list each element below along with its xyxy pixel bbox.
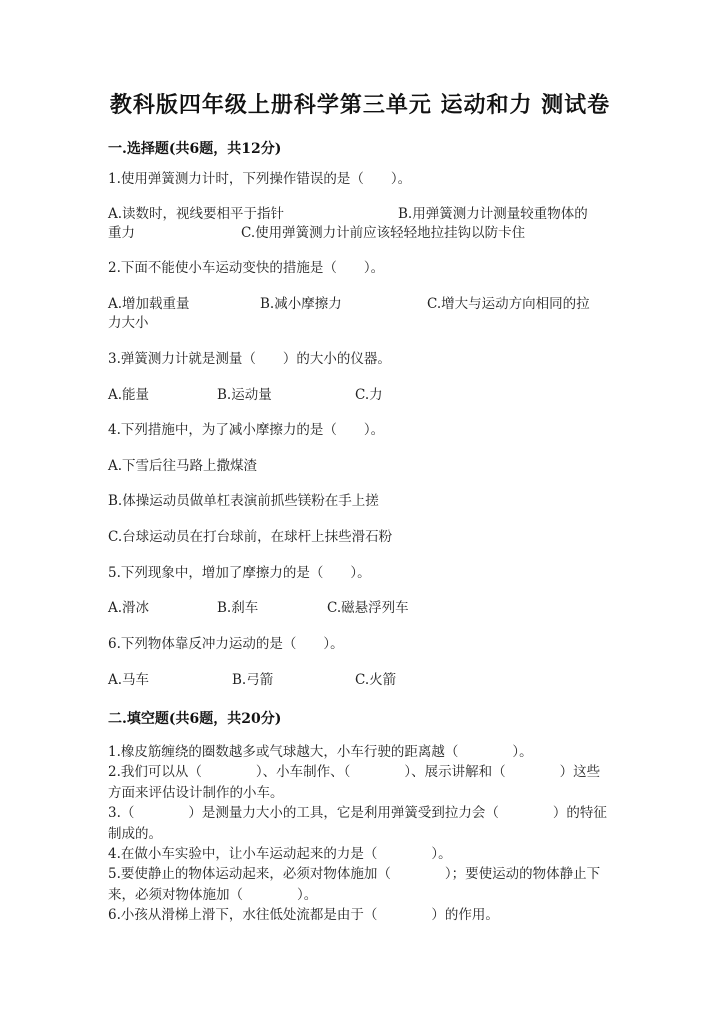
fill-blank-item-2: 2.我们可以从（ ）、小车制作、（ ）、展示讲解和（ ）这些方面来评估设计制作的小车。 [108,764,601,801]
question-5-option-b: B.刹车 [217,600,259,616]
question-1-stem: 1.使用弹簧测力计时，下列操作错误的是（ ）。 [108,171,412,187]
question-3-option-c: C.力 [355,387,383,403]
question-5-option-a: A.滑冰 [108,600,150,616]
fill-blank-item-1: 1.橡皮筋缠绕的圈数越多或气球越大，小车行驶的距离越（ ）。 [108,744,533,760]
section-heading-choice: 一.选择题(共6题，共12分) [108,141,282,157]
fill-blank-item-4: 4.在做小车实验中，让小车运动起来的力是（ ）。 [108,846,452,862]
question-1-option-a: A.读数时，视线要相平于指针 [108,206,285,222]
question-1-option-b: B.用弹簧测力计测量较重物体的 [398,206,588,222]
question-3-option-b: B.运动量 [217,387,272,403]
question-2-option-b: B.减小摩擦力 [260,296,342,312]
question-3-option-a: A.能量 [108,387,150,403]
question-4-option-b: B.体操运动员做单杠表演前抓些镁粉在手上搓 [108,493,379,509]
question-1-option-c: C.使用弹簧测力计前应该轻轻地拉挂钩以防卡住 [241,225,526,241]
fill-blank-item-3: 3.（ ）是测量力大小的工具，它是利用弹簧受到拉力会（ ）的特征制成的。 [108,805,607,842]
question-5-option-c: C.磁悬浮列车 [327,600,409,616]
fill-blank-item-5: 5.要使静止的物体运动起来，必须对物体施加（ ）；要使运动的物体静止下来，必须对物体施加（ ）。 [108,866,601,903]
question-3-stem: 3.弹簧测力计就是测量（ ）的大小的仪器。 [108,351,391,367]
section-heading-fill-blank: 二.填空题(共6题，共20分) [108,711,282,727]
page-title: 教科版四年级上册科学第三单元 运动和力 测试卷 [109,92,611,118]
question-2-option-c: C.增大与运动方向相同的拉 [427,296,590,312]
question-6-stem: 6.下列物体靠反冲力运动的是（ ）。 [108,636,344,652]
question-5-stem: 5.下列现象中，增加了摩擦力的是（ ）。 [108,565,371,581]
fill-blank-item-6: 6.小孩从滑梯上滑下，水往低处流都是由于（ ）的作用。 [108,907,499,923]
question-6-option-b: B.弓箭 [232,672,274,688]
question-4-stem: 4.下列措施中，为了减小摩擦力的是（ ）。 [108,422,385,438]
question-2-option-a: A.增加载重量 [108,296,190,312]
question-2-option-c-cont: 力大小 [108,315,149,331]
question-6-option-a: A.马车 [108,672,150,688]
question-4-option-a: A.下雪后往马路上撒煤渣 [108,458,258,474]
question-2-stem: 2.下面不能使小车运动变快的措施是（ ）。 [108,260,385,276]
question-4-option-c: C.台球运动员在打台球前，在球杆上抹些滑石粉 [108,529,393,545]
question-6-option-c: C.火箭 [355,672,397,688]
question-1-option-b-cont: 重力 [108,225,135,241]
